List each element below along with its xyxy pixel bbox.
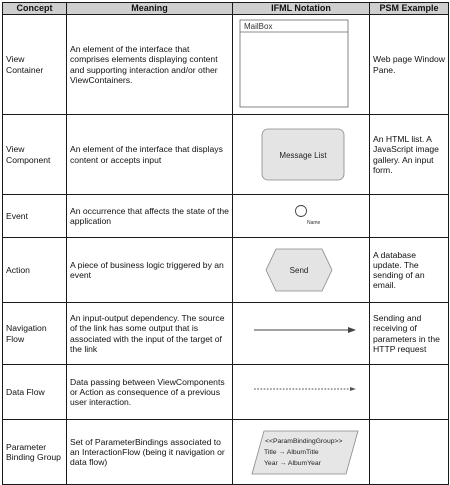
meaning-cell: Set of ParameterBindings associated to an InteractionFlow (being it navigation or data flow) [67,420,233,485]
meaning-cell: An input-output dependency. The source of the link has some output that is associated with the input of the target of the link [67,303,233,365]
view-component-diagram [236,115,373,194]
header-row [3,3,449,15]
event-diagram [236,195,373,237]
action-diagram [236,238,373,302]
psm-cell [370,365,449,420]
concept-cell: Action [3,238,67,303]
psm-cell: Web page Window Pane. [370,15,449,115]
header-concept: Concept [3,3,67,15]
psm-cell [370,420,449,485]
concept-cell: Event [3,195,67,238]
arrow-head-icon [348,327,356,333]
view-container-label: MailBox [244,22,273,31]
meaning-cell: An element of the interface that displays content or accepts input [67,115,233,195]
meaning-cell: An element of the interface that comprises elements displaying content and supporting interaction and/or other ViewContainers. [67,15,233,115]
ifml-concepts-table [2,2,449,485]
header-notation: IFML Notation [233,3,370,15]
concept-cell: Parameter Binding Group [3,420,67,485]
event-label: Name [307,220,321,226]
psm-cell: A database update. The sending of an email. [370,238,449,303]
concept-cell: View Component [3,115,67,195]
concept-cell: View Container [3,15,67,115]
meaning-cell: An occurrence that affects the state of the application [67,195,233,238]
meaning-cell: Data passing between ViewComponents or Action as consequence of a previous user interaction. [67,365,233,420]
navigation-flow-diagram [236,303,373,364]
table-row [3,303,449,365]
table-row [3,115,449,195]
notation-cell [233,365,370,420]
notation-cell [233,303,370,365]
parameter-binding-group-diagram [236,420,373,484]
table-row [3,238,449,303]
view-container-diagram [236,15,373,114]
concept-cell: Data Flow [3,365,67,420]
psm-cell: An HTML list. A JavaScript image gallery. An input form. [370,115,449,195]
table-row [3,15,449,115]
action-label: Send [289,266,309,275]
notation-cell [233,195,370,238]
notation-cell [233,115,370,195]
arrow-head-icon [350,387,356,391]
view-component-label: Message List [279,151,327,160]
psm-cell [370,195,449,238]
data-flow-diagram [236,365,373,419]
header-meaning: Meaning [67,3,233,15]
notation-cell [233,238,370,303]
param-binding-stereotype: <<ParamBindingGroup>> [265,438,343,445]
table-row [3,420,449,485]
param-binding-line: Title → AlbumTitle [264,449,319,456]
notation-cell [233,15,370,115]
meaning-cell: A piece of business logic triggered by an event [67,238,233,303]
psm-cell: Sending and receiving of parameters in the HTTP request [370,303,449,365]
table-row [3,195,449,238]
concept-cell: Navigation Flow [3,303,67,365]
notation-cell [233,420,370,485]
param-binding-line: Year → AlbumYear [264,460,321,467]
table-row [3,365,449,420]
header-psm: PSM Example [370,3,449,15]
